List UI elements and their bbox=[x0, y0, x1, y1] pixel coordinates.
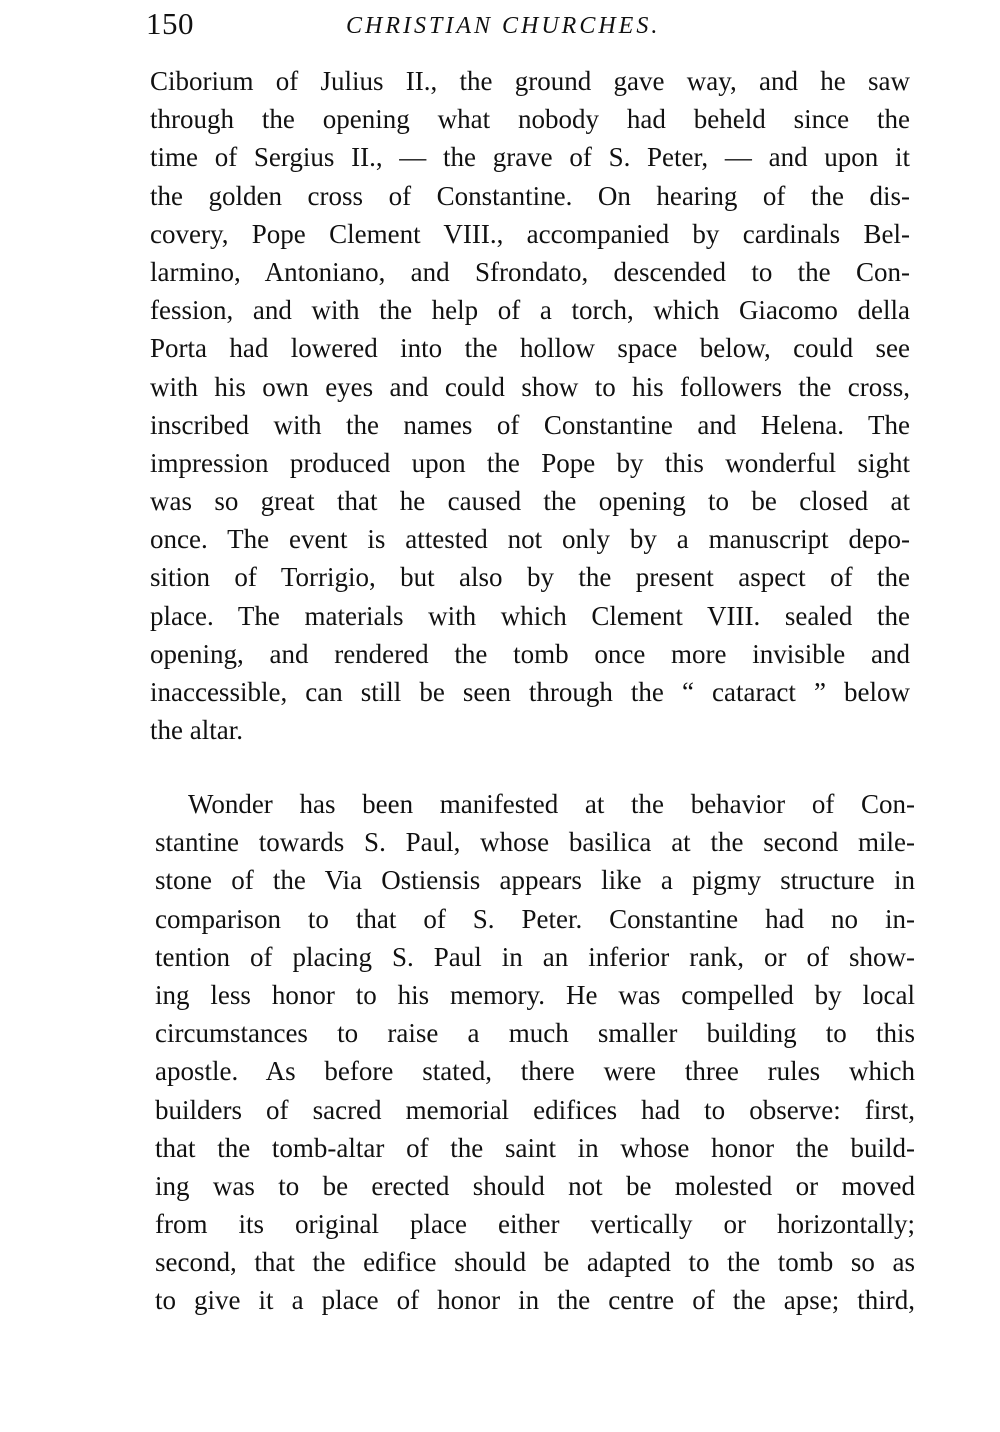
text-line: from its original place either vertically or horizontally; bbox=[155, 1209, 915, 1240]
text-line: ing less honor to his memory. He was compelled by local bbox=[155, 979, 915, 1010]
text-line: circumstances to raise a much smaller building to this bbox=[155, 1018, 915, 1049]
text-line: Ciborium of Julius II., the ground gave way, and he saw bbox=[150, 66, 910, 96]
text-line: time of Sergius II., — the grave of S. Peter, — and upon it bbox=[150, 142, 910, 173]
text-line: comparison to that of S. Peter. Constantine had no in- bbox=[155, 903, 915, 934]
text-line: second, that the edifice should be adapted to the tomb so as bbox=[155, 1247, 915, 1278]
text-line: apostle. As before stated, there were three rules which bbox=[155, 1056, 915, 1087]
text-line: that the tomb-altar of the saint in whose honor the build- bbox=[155, 1132, 915, 1163]
text-line: ing was to be erected should not be molested or moved bbox=[155, 1170, 915, 1201]
text-line: to give it a place of honor in the centre of the apse; third, bbox=[155, 1285, 915, 1316]
text-line: inaccessible, can still be seen through the “ cataract ” below bbox=[150, 677, 910, 707]
text-line: opening, and rendered the tomb once more invisible and bbox=[150, 638, 910, 669]
page-number: 150 bbox=[146, 6, 194, 41]
text-line: inscribed with the names of Constantine and Helena. The bbox=[150, 409, 910, 440]
text-line: place. The materials with which Clement VIII. sealed the bbox=[150, 600, 910, 631]
text-line: larmino, Antoniano, and Sfrondato, descended to the Con- bbox=[150, 256, 910, 287]
text-line: impression produced upon the Pope by this wonderful sight bbox=[150, 447, 910, 478]
running-head: CHRISTIAN CHURCHES. bbox=[346, 13, 661, 39]
text-line: the golden cross of Constantine. On hearing of the dis- bbox=[150, 180, 910, 211]
text-line: stone of the Via Ostiensis appears like a pigmy structure in bbox=[155, 865, 915, 896]
text-line: Wonder has been manifested at the behavior of Con- bbox=[188, 789, 915, 819]
text-line: Porta had lowered into the hollow space below, could see bbox=[150, 333, 910, 364]
text-line: through the opening what nobody had beheld since the bbox=[150, 104, 910, 135]
paragraph-1 bbox=[150, 62, 910, 749]
text-line: with his own eyes and could show to his followers the cross, bbox=[150, 371, 910, 402]
text-line: was so great that he caused the opening to be closed at bbox=[150, 486, 910, 517]
page-header bbox=[146, 6, 916, 46]
paragraph-2 bbox=[155, 785, 915, 1320]
text-line: fession, and with the help of a torch, which Giacomo della bbox=[150, 295, 910, 326]
text-line: the altar. bbox=[150, 715, 243, 746]
text-line: covery, Pope Clement VIII., accompanied by cardinals Bel- bbox=[150, 218, 910, 249]
text-line: builders of sacred memorial edifices had to observe: first, bbox=[155, 1094, 915, 1125]
text-line: tention of placing S. Paul in an inferior rank, or of show- bbox=[155, 941, 915, 972]
text-line: sition of Torrigio, but also by the present aspect of the bbox=[150, 562, 910, 593]
text-line: once. The event is attested not only by a manuscript depo- bbox=[150, 524, 910, 555]
text-line: stantine towards S. Paul, whose basilica at the second mile- bbox=[155, 827, 915, 858]
